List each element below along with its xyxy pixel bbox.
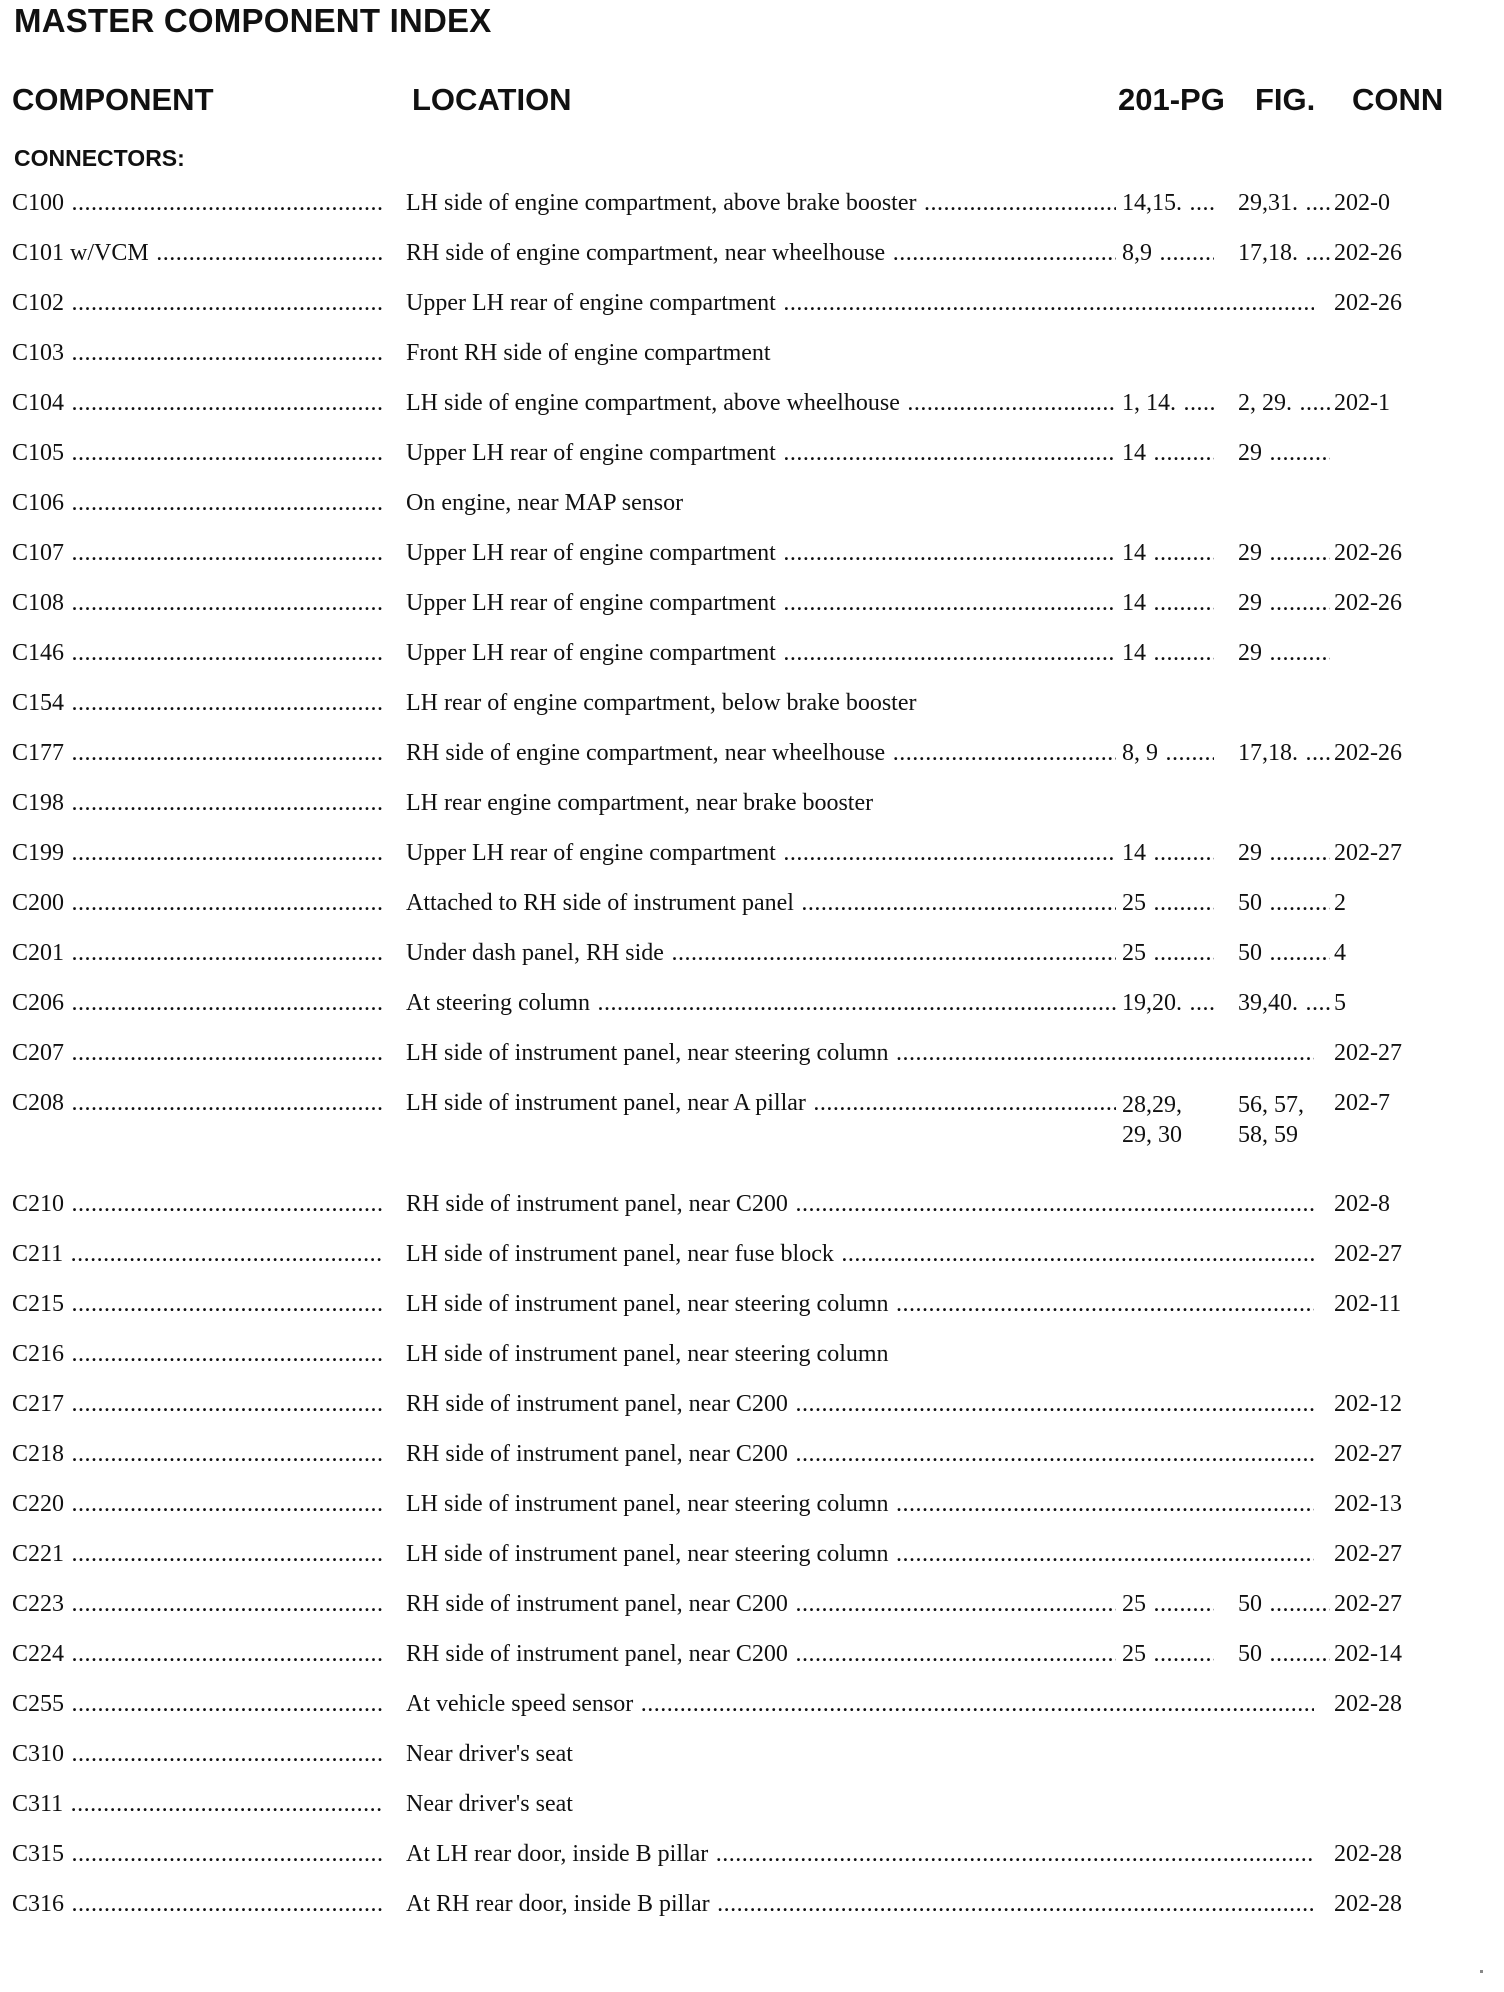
location-cell [406, 1891, 1314, 1917]
location-text: RH side of instrument panel, near C200 [406, 1191, 788, 1217]
location-cell [406, 440, 1116, 466]
table-row [0, 1691, 1504, 1741]
component-cell [12, 1791, 382, 1817]
page-ref: 19,20. [1122, 990, 1182, 1016]
location-cell [406, 1841, 1314, 1867]
location-text: Upper LH rear of engine compartment [406, 440, 776, 466]
component-id: C216 [12, 1341, 65, 1367]
scan-speck [1480, 1970, 1483, 1973]
component-id: C316 [12, 1891, 65, 1917]
column-header-conn: CONN [1352, 82, 1444, 117]
page-ref-cell [1122, 990, 1214, 1016]
location-text: LH side of instrument panel, near steering column [406, 1541, 889, 1567]
location-cell [406, 540, 1116, 566]
component-id: C177 [12, 740, 65, 766]
component-cell [12, 1891, 382, 1917]
location-cell [406, 190, 1116, 216]
location-cell [406, 1741, 1306, 1767]
location-text: Upper LH rear of engine compartment [406, 290, 776, 316]
location-cell [406, 1641, 1116, 1667]
component-cell [12, 690, 382, 716]
location-cell [406, 1491, 1314, 1517]
component-id: C221 [12, 1541, 65, 1567]
location-text: Near driver's seat [406, 1791, 573, 1817]
figure-ref: 50 [1238, 940, 1262, 966]
location-text: RH side of engine compartment, near wheelhouse [406, 740, 886, 766]
component-cell [12, 990, 382, 1016]
figure-ref: 29 [1238, 540, 1262, 566]
page-title: MASTER COMPONENT INDEX [14, 2, 492, 39]
connector-ref: 202-27 [1334, 1441, 1484, 1467]
page-ref: 14 [1122, 640, 1146, 666]
page-ref-cell [1122, 540, 1214, 566]
figure-ref-cell [1238, 840, 1330, 866]
component-id: C101 w/VCM [12, 240, 149, 266]
table-row [0, 1891, 1504, 1941]
table-row [0, 1741, 1504, 1791]
component-id: C107 [12, 540, 65, 566]
connector-ref: 202-28 [1334, 1891, 1484, 1917]
component-cell [12, 390, 382, 416]
table-row [0, 840, 1504, 890]
location-cell [406, 590, 1116, 616]
table-row [0, 1241, 1504, 1291]
location-cell [406, 1441, 1314, 1467]
connector-ref: 202-13 [1334, 1491, 1484, 1517]
table-row [0, 1341, 1504, 1391]
location-cell [406, 840, 1116, 866]
page-ref-cell [1122, 940, 1214, 966]
location-text: LH side of instrument panel, near steering column [406, 1491, 889, 1517]
column-header-component: COMPONENT [12, 82, 214, 117]
component-cell [12, 1291, 382, 1317]
location-cell [406, 1090, 1116, 1116]
location-cell [406, 1691, 1314, 1717]
table-row [0, 440, 1504, 490]
location-text: On engine, near MAP sensor [406, 490, 684, 516]
figure-ref: 39,40. [1238, 990, 1298, 1016]
page-ref: 14 [1122, 440, 1146, 466]
component-id: C224 [12, 1641, 65, 1667]
location-text: LH side of instrument panel, near A pillar [406, 1090, 806, 1116]
component-cell [12, 1391, 382, 1417]
figure-ref-cell [1238, 540, 1330, 566]
figure-ref: 17,18. [1238, 240, 1298, 266]
table-row [0, 1040, 1504, 1090]
location-cell [406, 990, 1116, 1016]
component-id: C315 [12, 1841, 65, 1867]
page-ref: 1, 14. [1122, 390, 1176, 416]
page-ref: 14 [1122, 840, 1146, 866]
component-cell [12, 1591, 382, 1617]
connector-ref: 202-0 [1334, 190, 1484, 216]
component-id: C200 [12, 890, 65, 916]
component-id: C206 [12, 990, 65, 1016]
figure-ref-cell [1238, 1090, 1330, 1150]
page-ref-cell [1122, 1591, 1214, 1617]
component-cell [12, 1841, 382, 1867]
location-text: Under dash panel, RH side [406, 940, 664, 966]
location-cell [406, 1591, 1116, 1617]
component-cell [12, 940, 382, 966]
location-cell [406, 1791, 1306, 1817]
location-text: At RH rear door, inside B pillar [406, 1891, 710, 1917]
connector-ref: 202-8 [1334, 1191, 1484, 1217]
page-ref-cell [1122, 240, 1214, 266]
component-id: C218 [12, 1441, 65, 1467]
page-ref: 25 [1122, 1591, 1146, 1617]
page-ref-cell [1122, 190, 1214, 216]
location-cell [406, 290, 1314, 316]
component-id: C104 [12, 390, 65, 416]
location-text: LH side of instrument panel, near steering column [406, 1291, 889, 1317]
component-id: C310 [12, 1741, 65, 1767]
table-row [0, 740, 1504, 790]
table-row [0, 1641, 1504, 1691]
connector-ref: 202-14 [1334, 1641, 1484, 1667]
location-text: LH side of instrument panel, near fuse block [406, 1241, 834, 1267]
component-cell [12, 790, 382, 816]
page-ref-cell [1122, 840, 1214, 866]
component-cell [12, 1741, 382, 1767]
page-ref: 25 [1122, 940, 1146, 966]
component-cell [12, 340, 382, 366]
table-row [0, 790, 1504, 840]
figure-ref: 29 [1238, 640, 1262, 666]
table-row [0, 1441, 1504, 1491]
figure-ref-cell [1238, 390, 1330, 416]
location-text: Upper LH rear of engine compartment [406, 840, 776, 866]
table-row [0, 290, 1504, 340]
connector-ref: 202-26 [1334, 540, 1484, 566]
location-text: Front RH side of engine compartment [406, 340, 771, 366]
location-text: LH side of instrument panel, near steering column [406, 1341, 889, 1367]
location-text: LH side of instrument panel, near steering column [406, 1040, 889, 1066]
component-cell [12, 1691, 382, 1717]
component-id: C106 [12, 490, 65, 516]
location-cell [406, 1541, 1314, 1567]
location-cell [406, 790, 1306, 816]
location-cell [406, 940, 1116, 966]
table-row [0, 1191, 1504, 1241]
table-row [0, 1491, 1504, 1541]
page-ref: 8, 9 [1122, 740, 1158, 766]
page-ref-cell [1122, 1641, 1214, 1667]
figure-ref: 29 [1238, 840, 1262, 866]
location-text: RH side of instrument panel, near C200 [406, 1391, 788, 1417]
page-ref-cell [1122, 390, 1214, 416]
component-cell [12, 1241, 382, 1267]
figure-ref: 50 [1238, 1641, 1262, 1667]
component-id: C108 [12, 590, 65, 616]
column-header-location: LOCATION [412, 82, 572, 117]
table-row [0, 1541, 1504, 1591]
location-text: RH side of instrument panel, near C200 [406, 1641, 788, 1667]
table-row [0, 990, 1504, 1040]
figure-ref-cell [1238, 240, 1330, 266]
location-cell [406, 640, 1116, 666]
component-id: C201 [12, 940, 65, 966]
page-ref-cell [1122, 1090, 1214, 1150]
page-ref-cell [1122, 590, 1214, 616]
location-text: Upper LH rear of engine compartment [406, 590, 776, 616]
component-cell [12, 290, 382, 316]
location-text: Upper LH rear of engine compartment [406, 640, 776, 666]
component-cell [12, 740, 382, 766]
page-ref: 14,15. [1122, 190, 1182, 216]
connector-ref: 202-27 [1334, 840, 1484, 866]
figure-ref: 56, 57, 58, 59 [1238, 1092, 1304, 1148]
section-heading-connectors: CONNECTORS: [14, 145, 185, 171]
table-row [0, 640, 1504, 690]
table-row [0, 1391, 1504, 1441]
figure-ref-cell [1238, 190, 1330, 216]
figure-ref-cell [1238, 640, 1330, 666]
location-cell [406, 240, 1116, 266]
figure-ref: 29 [1238, 440, 1262, 466]
location-text: Upper LH rear of engine compartment [406, 540, 776, 566]
figure-ref: 2, 29. [1238, 390, 1292, 416]
page-ref: 25 [1122, 890, 1146, 916]
figure-ref-cell [1238, 1641, 1330, 1667]
table-row [0, 1791, 1504, 1841]
component-id: C102 [12, 290, 65, 316]
figure-ref: 50 [1238, 1591, 1262, 1617]
page-ref: 28,29, 29, 30 [1122, 1092, 1182, 1148]
connector-ref: 4 [1334, 940, 1484, 966]
location-text: At steering column [406, 990, 590, 1016]
column-header-201-pg: 201-PG [1118, 82, 1225, 117]
component-id: C199 [12, 840, 65, 866]
location-text: LH side of engine compartment, above wheelhouse [406, 390, 900, 416]
location-text: RH side of instrument panel, near C200 [406, 1441, 788, 1467]
component-cell [12, 440, 382, 466]
connector-ref: 202-27 [1334, 1591, 1484, 1617]
component-id: C154 [12, 690, 65, 716]
table-row [0, 940, 1504, 990]
figure-ref: 29,31. [1238, 190, 1298, 216]
component-id: C100 [12, 190, 65, 216]
component-id: C208 [12, 1090, 65, 1116]
component-id: C223 [12, 1591, 65, 1617]
component-cell [12, 1441, 382, 1467]
connector-ref: 202-7 [1334, 1090, 1484, 1116]
table-row [0, 540, 1504, 590]
connector-ref: 2 [1334, 890, 1484, 916]
page-ref: 14 [1122, 540, 1146, 566]
location-cell [406, 340, 1306, 366]
location-cell [406, 1291, 1314, 1317]
table-row [0, 590, 1504, 640]
component-cell [12, 1090, 382, 1116]
location-cell [406, 490, 1306, 516]
page-ref-cell [1122, 440, 1214, 466]
location-cell [406, 1391, 1314, 1417]
component-cell [12, 890, 382, 916]
column-header-fig: FIG. [1255, 82, 1316, 117]
table-row [0, 190, 1504, 240]
connector-ref: 202-27 [1334, 1541, 1484, 1567]
component-cell [12, 1040, 382, 1066]
figure-ref: 50 [1238, 890, 1262, 916]
figure-ref-cell [1238, 940, 1330, 966]
component-id: C220 [12, 1491, 65, 1517]
location-cell [406, 1241, 1314, 1267]
connector-ref: 202-28 [1334, 1841, 1484, 1867]
location-text: At LH rear door, inside B pillar [406, 1841, 709, 1867]
component-id: C103 [12, 340, 65, 366]
table-row [0, 690, 1504, 740]
location-text: LH rear engine compartment, near brake booster [406, 790, 874, 816]
table-row [0, 1291, 1504, 1341]
component-id: C105 [12, 440, 65, 466]
component-id: C311 [12, 1791, 64, 1817]
figure-ref-cell [1238, 440, 1330, 466]
table-row [0, 1090, 1504, 1191]
connector-ref: 202-28 [1334, 1691, 1484, 1717]
table-row [0, 1591, 1504, 1641]
figure-ref-cell [1238, 1591, 1330, 1617]
page-ref-cell [1122, 740, 1214, 766]
location-cell [406, 890, 1116, 916]
component-id: C198 [12, 790, 65, 816]
component-cell [12, 1491, 382, 1517]
page-ref: 14 [1122, 590, 1146, 616]
table-row [0, 1841, 1504, 1891]
page-ref: 25 [1122, 1641, 1146, 1667]
page-ref: 8,9 [1122, 240, 1152, 266]
location-text: LH rear of engine compartment, below brake booster [406, 690, 917, 716]
figure-ref-cell [1238, 590, 1330, 616]
location-text: At vehicle speed sensor [406, 1691, 634, 1717]
component-id: C217 [12, 1391, 65, 1417]
table-row [0, 390, 1504, 440]
table-row [0, 340, 1504, 390]
connector-ref: 202-26 [1334, 590, 1484, 616]
table-row [0, 890, 1504, 940]
location-text: Near driver's seat [406, 1741, 573, 1767]
component-cell [12, 1641, 382, 1667]
component-cell [12, 590, 382, 616]
connector-ref: 202-12 [1334, 1391, 1484, 1417]
connector-index-table [0, 190, 1504, 1941]
connector-ref: 202-11 [1334, 1291, 1484, 1317]
component-id: C255 [12, 1691, 65, 1717]
table-row [0, 490, 1504, 540]
component-id: C210 [12, 1191, 65, 1217]
location-text: LH side of engine compartment, above brake booster [406, 190, 917, 216]
connector-ref: 202-27 [1334, 1040, 1484, 1066]
page-ref-cell [1122, 890, 1214, 916]
connector-ref: 202-27 [1334, 1241, 1484, 1267]
figure-ref-cell [1238, 890, 1330, 916]
component-cell [12, 1341, 382, 1367]
connector-ref: 202-26 [1334, 290, 1484, 316]
component-cell [12, 640, 382, 666]
component-cell [12, 1541, 382, 1567]
component-cell [12, 840, 382, 866]
component-id: C215 [12, 1291, 65, 1317]
location-cell [406, 1191, 1314, 1217]
component-cell [12, 240, 382, 266]
component-cell [12, 490, 382, 516]
component-cell [12, 1191, 382, 1217]
location-cell [406, 740, 1116, 766]
component-cell [12, 190, 382, 216]
location-text: RH side of engine compartment, near wheelhouse [406, 240, 886, 266]
component-id: C146 [12, 640, 65, 666]
location-text: RH side of instrument panel, near C200 [406, 1591, 788, 1617]
connector-ref: 202-1 [1334, 390, 1484, 416]
table-row [0, 240, 1504, 290]
location-cell [406, 390, 1116, 416]
connector-ref: 202-26 [1334, 740, 1484, 766]
component-id: C211 [12, 1241, 64, 1267]
location-cell [406, 1341, 1306, 1367]
location-text: Attached to RH side of instrument panel [406, 890, 794, 916]
figure-ref: 29 [1238, 590, 1262, 616]
location-cell [406, 690, 1306, 716]
page-ref-cell [1122, 640, 1214, 666]
figure-ref-cell [1238, 990, 1330, 1016]
component-id: C207 [12, 1040, 65, 1066]
connector-ref: 5 [1334, 990, 1484, 1016]
figure-ref: 17,18. [1238, 740, 1298, 766]
component-cell [12, 540, 382, 566]
figure-ref-cell [1238, 740, 1330, 766]
connector-ref: 202-26 [1334, 240, 1484, 266]
location-cell [406, 1040, 1314, 1066]
